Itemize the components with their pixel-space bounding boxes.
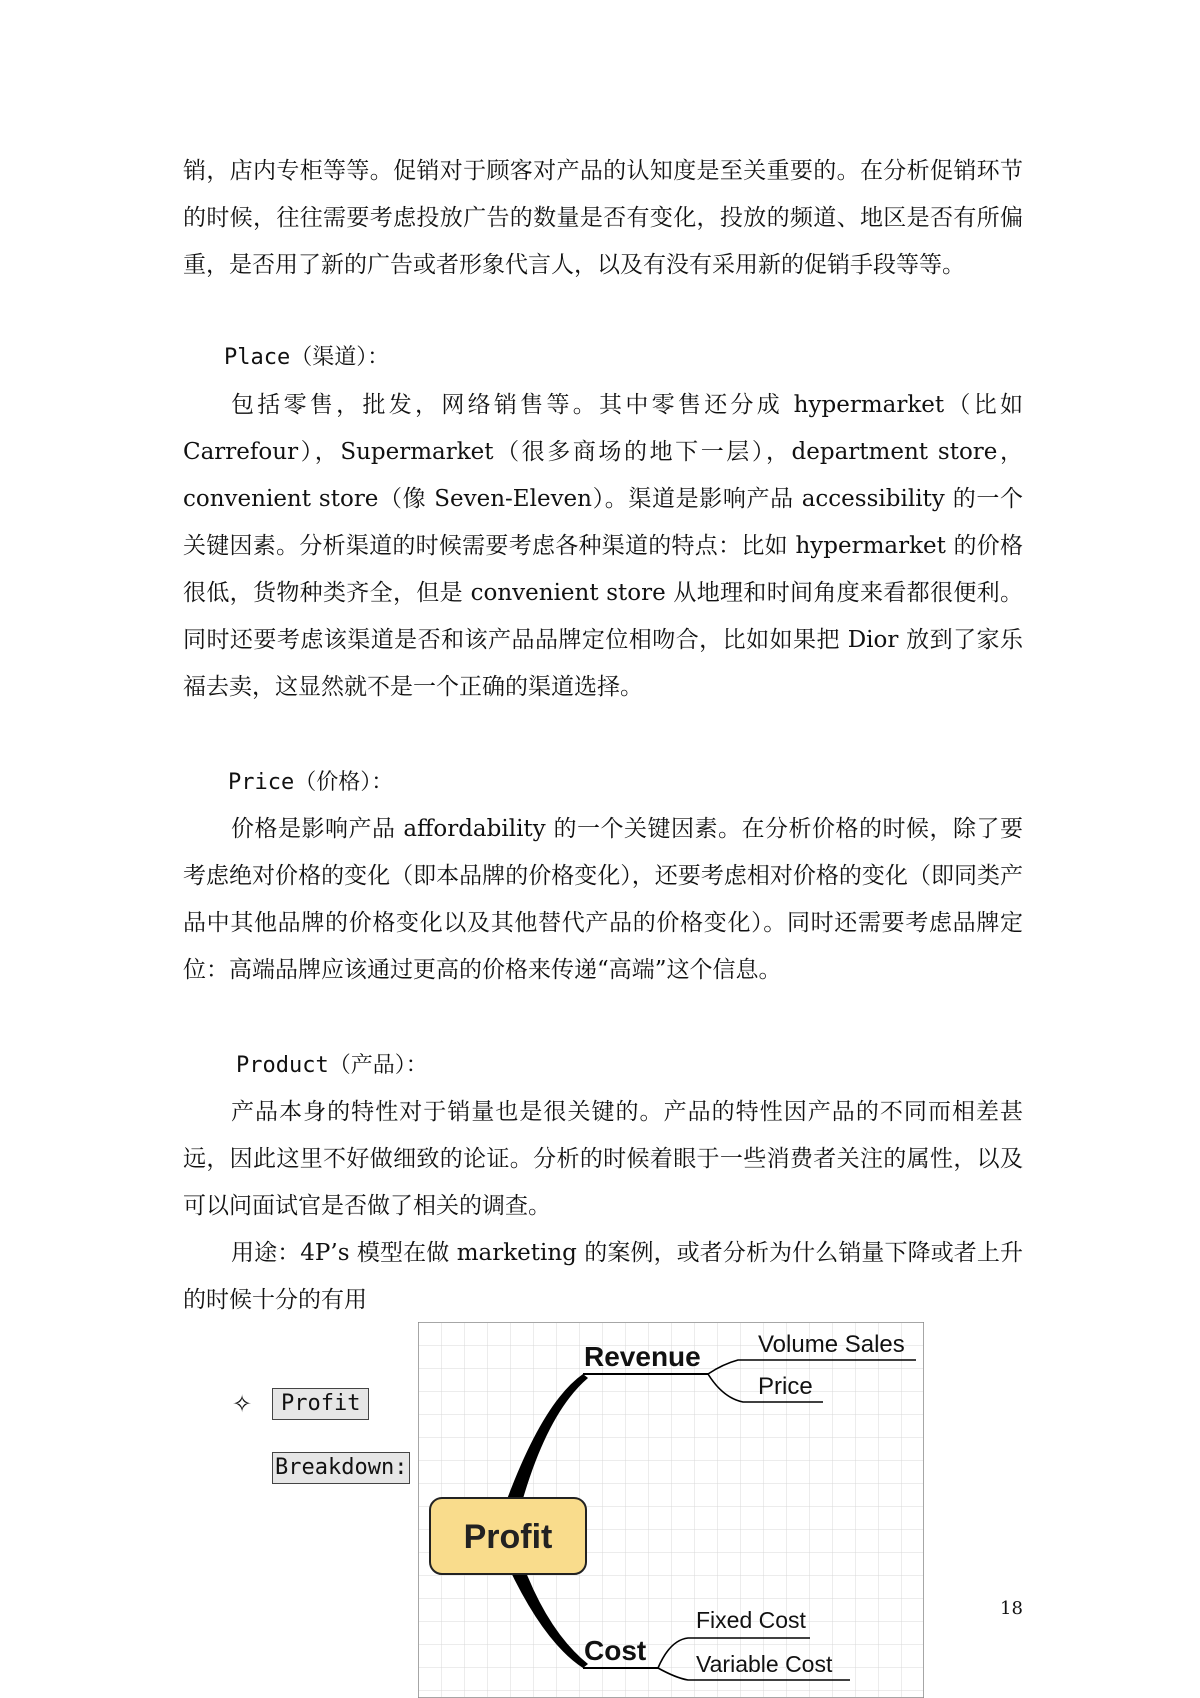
breakdown-label-box: Breakdown:	[272, 1452, 410, 1484]
profit-breakdown-mindmap	[418, 1322, 924, 1698]
place-heading: Place（渠道）：	[224, 345, 390, 370]
variable-cost-label: Variable Cost	[696, 1651, 833, 1677]
price-heading: Price（价格）：	[228, 770, 394, 795]
product-paragraph: 产品本身的特性对于销量也是很关键的。产品的特性因产品的不同而相差甚远，因此这里不好做细致的论证。分析的时候着眼于一些消费者关注的属性，以及可以问面试官是否做了相关的调查。	[183, 1099, 1023, 1219]
usage-paragraph: 用途：4P’s 模型在做 marketing 的案例，或者分析为什么销量下降或者上升的时候十分的有用	[183, 1240, 1023, 1313]
cost-label: Cost	[584, 1635, 647, 1666]
profit-label-box: Profit	[272, 1388, 369, 1420]
bullet-diamond-icon: ✧	[232, 1390, 253, 1418]
place-paragraph: 包括零售，批发，网络销售等。其中零售还分成 hypermarket（比如 Carrefour），Supermarket（很多商场的地下一层），department store，convenient store（像 Seven-Eleven）。渠道是影响产品 accessibility 的一个关键因素。分析渠道的时候需要考虑各种渠道的特点：比如 hypermarket 的价格很低，货物种类齐全，但是 convenient store 从地理和时间角度来看都很便利。同时还要考虑该渠道是否和该产品品牌定位相吻合，比如如果把 Dior 放到了家乐福去卖，这显然就不是一个正确的渠道选择。	[183, 392, 1023, 700]
promotion-paragraph-continued: 销，店内专柜等等。促销对于顾客对产品的认知度是至关重要的。在分析促销环节的时候，往往需要考虑投放广告的数量是否有变化，投放的频道、地区是否有所偏重，是否用了新的广告或者形象代言人，以及有没有采用新的促销手段等等。	[183, 158, 1023, 278]
price-label: Price	[758, 1373, 813, 1400]
fixed-cost-label: Fixed Cost	[696, 1607, 806, 1633]
root-node-label: Profit	[463, 1518, 553, 1556]
volume-sales-label: Volume Sales	[758, 1331, 905, 1358]
price-paragraph: 价格是影响产品 affordability 的一个关键因素。在分析价格的时候，除了要考虑绝对价格的变化（即本品牌的价格变化），还要考虑相对价格的变化（即同类产品中其他品牌的价格变化以及其他替代产品的价格变化）。同时还需要考虑品牌定位：高端品牌应该通过更高的价格来传递“高端”这个信息。	[183, 816, 1023, 983]
page-number: 18	[1000, 1598, 1023, 1619]
revenue-label: Revenue	[584, 1341, 701, 1372]
product-heading: Product（产品）：	[236, 1053, 428, 1078]
